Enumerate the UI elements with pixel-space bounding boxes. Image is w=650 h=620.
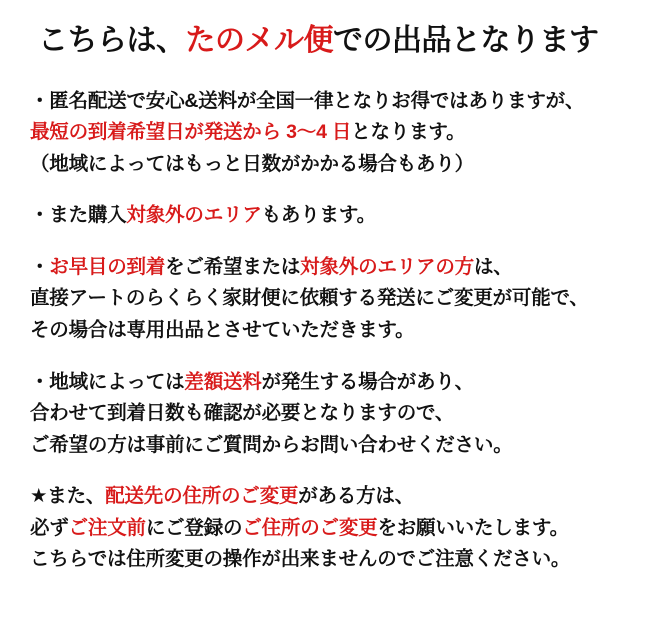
text-segment: 差額送料 (184, 370, 262, 393)
text-segment: ・地域によっては (30, 370, 185, 393)
title-segment: こちらは、 (38, 24, 186, 57)
text-segment: となります。 (351, 121, 466, 144)
notice-line (30, 283, 628, 315)
text-segment: お早目の到着 (49, 255, 166, 278)
early-arrival-note (30, 252, 628, 347)
text-segment: その場合は専用出品とさせていただきます。 (30, 318, 415, 341)
text-segment: ・また購入 (30, 204, 127, 227)
text-segment: こちらでは住所変更の操作が出来ませんのでご注意ください。 (30, 548, 571, 571)
extra-fee-note (30, 367, 628, 462)
text-segment: ご希望の方は事前にご質問からお問い合わせください。 (30, 433, 513, 456)
text-segment: もあります。 (261, 204, 376, 227)
notice-line (30, 430, 628, 462)
text-segment: 配送先の住所のご変更 (105, 485, 299, 508)
text-segment: 最短の到着希望日が発送から 3〜4 日 (30, 121, 352, 144)
text-segment: ・匿名配送で安心&送料が全国一律となりお得ではありますが、 (30, 89, 585, 112)
text-segment: 対象外のエリアの方 (300, 255, 474, 278)
notice-line (30, 200, 628, 232)
shipping-anonymous-note (30, 86, 628, 181)
text-segment: 必ず (30, 516, 69, 539)
notice-line (30, 481, 628, 513)
text-segment: は、 (473, 255, 513, 278)
text-segment: がある方は、 (298, 485, 415, 508)
notice-line (30, 86, 628, 118)
text-segment: にご登録の (145, 516, 243, 539)
notice-line (30, 398, 628, 430)
page-title (38, 22, 628, 60)
notice-body (30, 86, 628, 577)
text-segment: をご希望または (165, 255, 301, 278)
text-segment: ご住所のご変更 (242, 516, 378, 539)
text-segment: をお願いいたします。 (377, 516, 569, 539)
text-segment: 対象外のエリア (126, 204, 262, 227)
text-segment: ご注文前 (68, 516, 146, 539)
text-segment: 合わせて到着日数も確認が必要となりますので、 (30, 402, 455, 425)
text-segment: （地域によってはもっと日数がかかる場合もあり） (30, 152, 474, 175)
text-segment: が発生する場合があり、 (261, 370, 474, 393)
text-segment: ★また、 (30, 485, 106, 508)
title-segment: たのメル便 (185, 24, 333, 57)
notice-line (30, 117, 628, 149)
notice-line (30, 544, 628, 576)
notice-line (30, 367, 628, 399)
text-segment: 直接アートのらくらく家財便に依頼する発送にご変更が可能で、 (30, 287, 589, 310)
excluded-area-note (30, 200, 628, 232)
title-segment: での出品となります (333, 24, 599, 57)
text-segment: ・ (30, 255, 50, 278)
notice-line (30, 149, 628, 181)
notice-line (30, 252, 628, 284)
address-change-note (30, 481, 628, 576)
notice-line (30, 315, 628, 347)
notice-line (30, 513, 628, 545)
